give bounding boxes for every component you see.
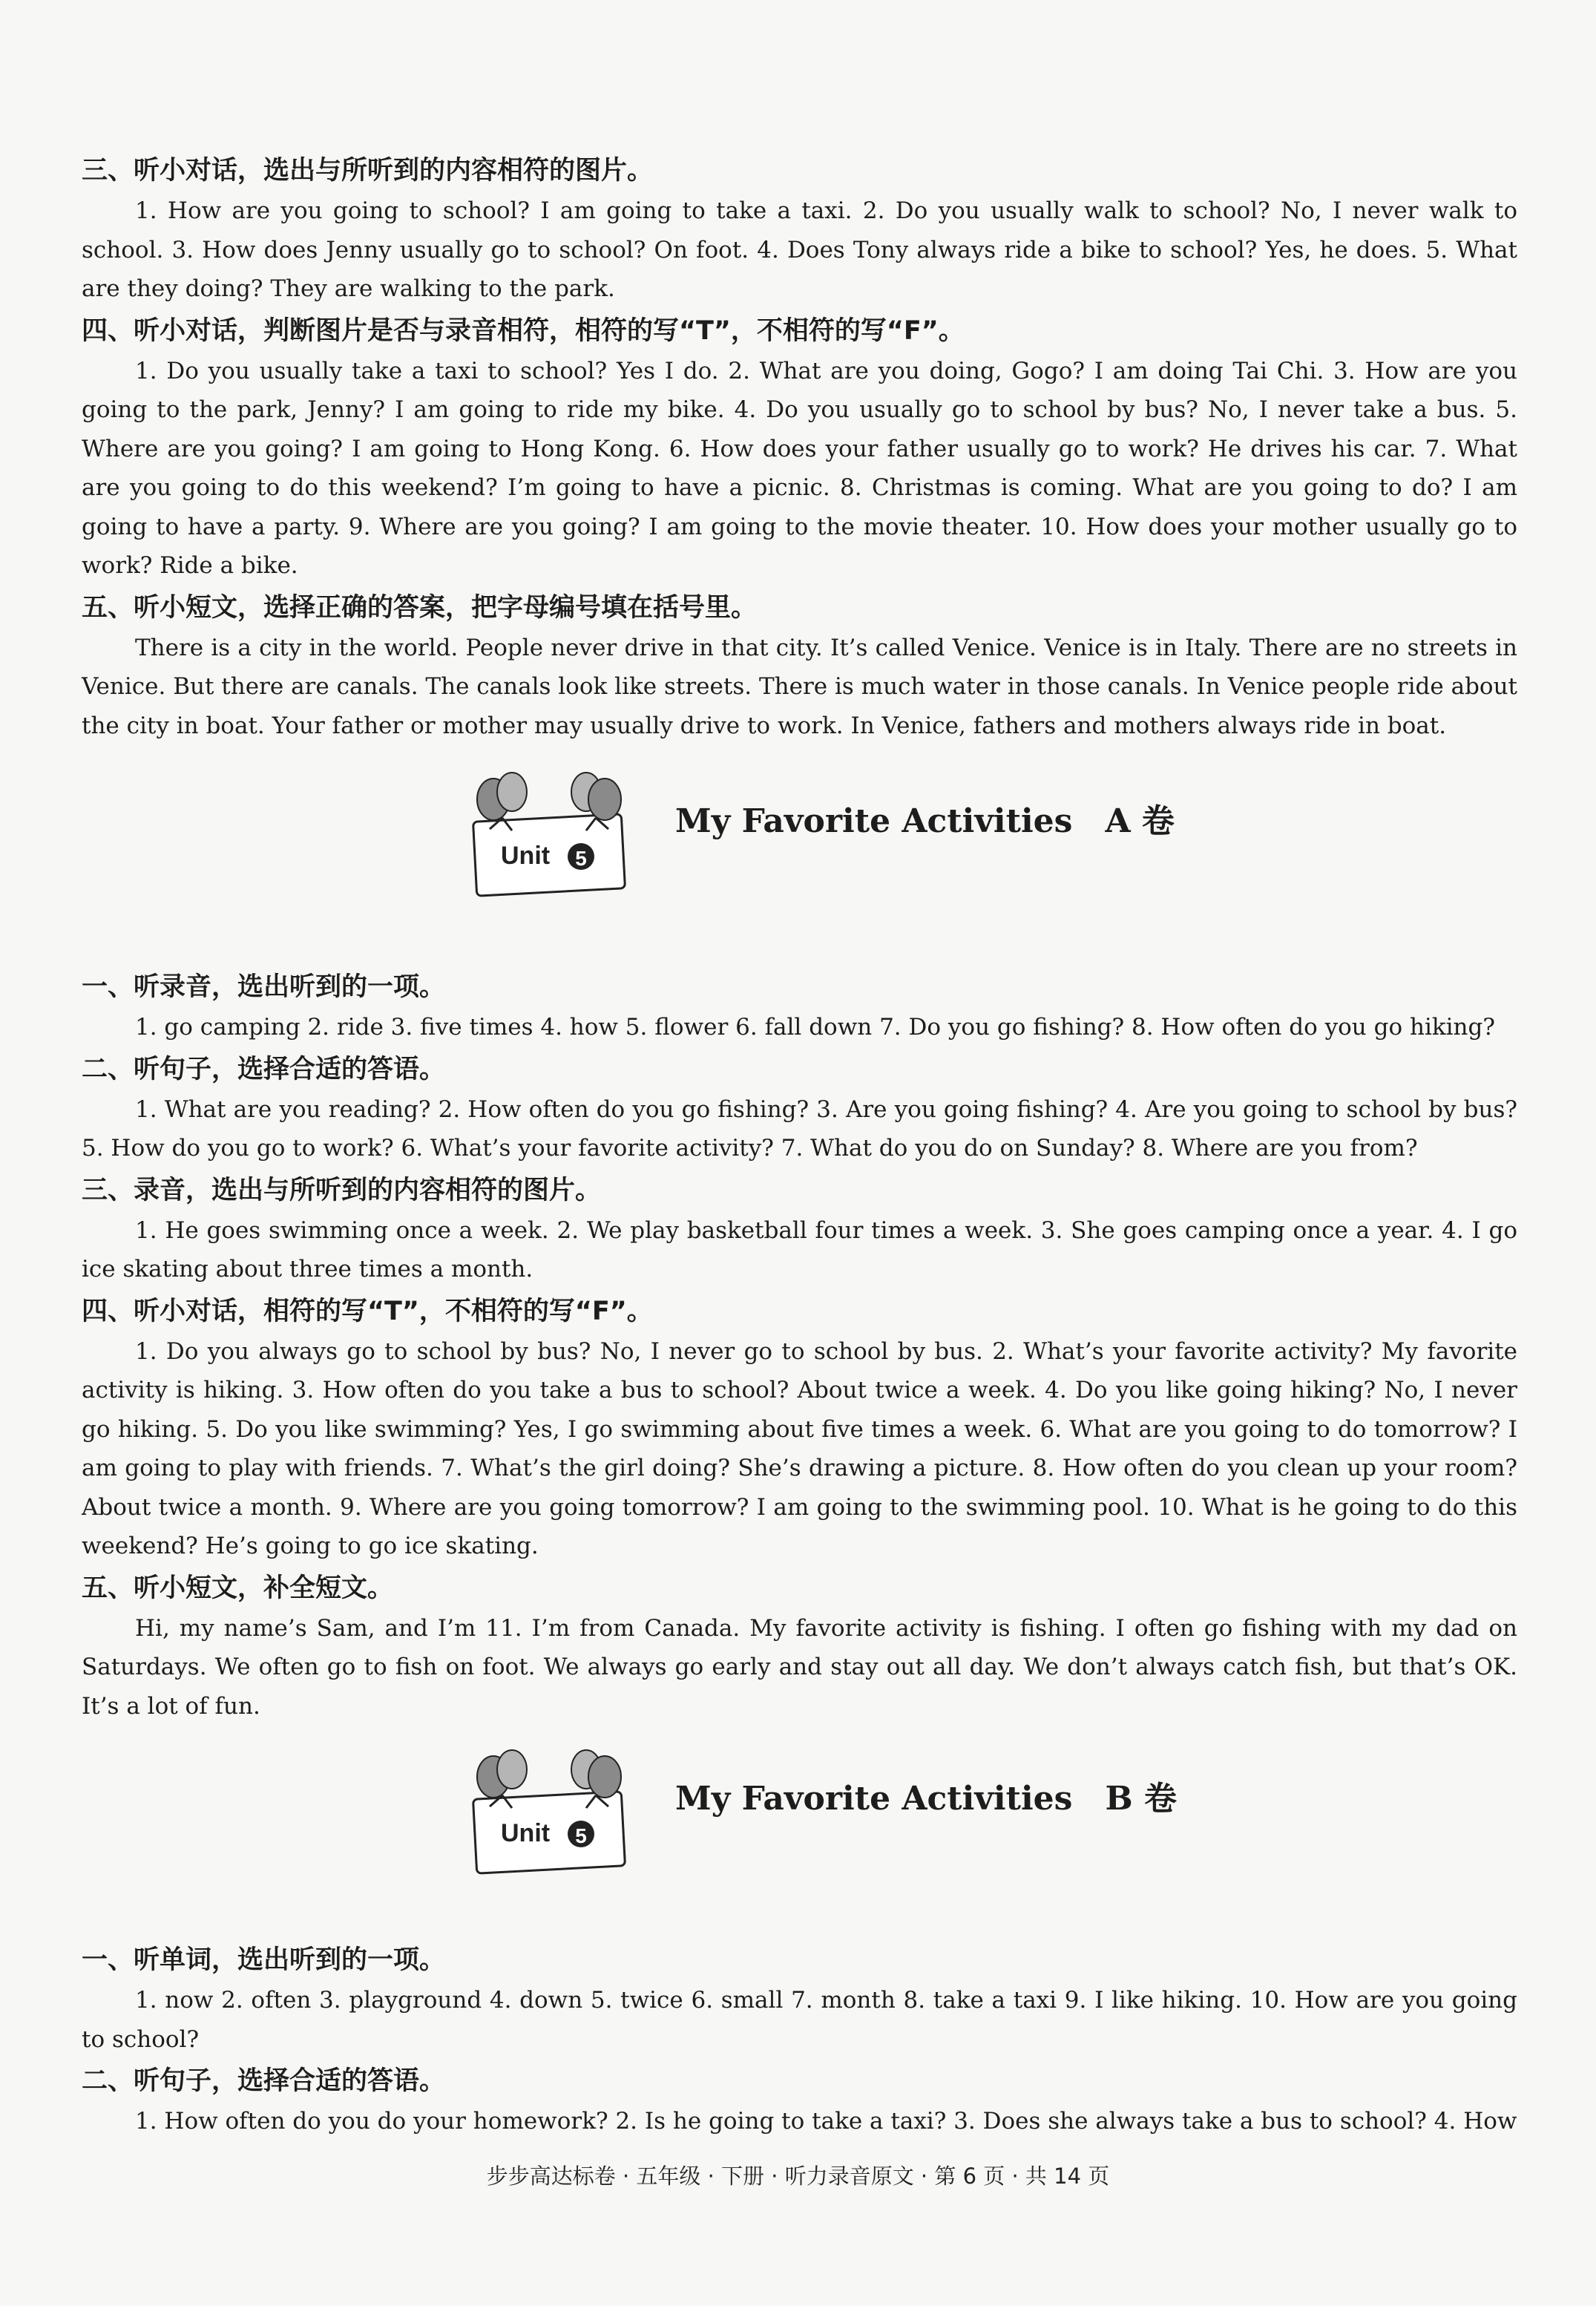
unit-badge-label: Unit	[501, 842, 551, 870]
unit-badge-icon	[460, 759, 646, 907]
unit-banner-a	[82, 759, 1517, 937]
section-heading: 五、听小短文，选择正确的答案，把字母编号填在括号里。	[82, 592, 758, 623]
unit-volume: B 卷	[1105, 1780, 1177, 1818]
section-heading: 一、听录音，选出听到的一项。	[82, 972, 446, 1002]
section-heading: 一、听单词，选出听到的一项。	[82, 1945, 446, 1975]
section-text: Hi, my name’s Sam, and I’m 11. I’m from Canada. My favorite activity is fishing. I often go fishing with my dad on Saturdays. We often go to fish on foot. We always go early and stay out all day. We don’t always catch fish, but that’s OK. It’s a lot of fun.	[82, 1614, 1517, 1720]
page-content	[82, 148, 1517, 2141]
unit-title-text: My Favorite Activities	[675, 802, 1073, 840]
section-heading: 四、听小对话，判断图片是否与录音相符，相符的写“T”，不相符的写“F”。	[82, 315, 965, 346]
section-heading: 五、听小短文，补全短文。	[82, 1573, 394, 1603]
unit-banner-b	[82, 1736, 1517, 1914]
unit-badge-label: Unit	[501, 1819, 551, 1847]
section-text: 1. What are you reading? 2. How often do you go fishing? 3. Are you going fishing? 4. Are you going to school by bus? 5. How do you go to work? 6. What’s your favorite activity? 7. What do you do on Sunday? 8. Where are you from?	[82, 1095, 1517, 1162]
unit-title	[675, 794, 1175, 842]
unit-badge-number: 5	[575, 1824, 587, 1847]
section-heading: 三、听小对话，选出与所听到的内容相符的图片。	[82, 156, 654, 186]
unit-volume: A 卷	[1105, 802, 1175, 840]
section-text: There is a city in the world. People never drive in that city. It’s called Venice. Venice is in Italy. There are no streets in Venice. But there are canals. The canals look like streets. There is much water in those canals. In Venice people ride about the city in boat. Your father or mother may usually drive to work. In Venice, fathers and mothers always ride in boat.	[82, 634, 1517, 739]
unit-title-text: My Favorite Activities	[675, 1780, 1073, 1818]
section-text: 1. He goes swimming once a week. 2. We play basketball four times a week. 3. She goes camping once a year. 4. I go ice skating about three times a month.	[82, 1216, 1517, 1283]
section-text: 1. now 2. often 3. playground 4. down 5. twice 6. small 7. month 8. take a taxi 9. I like hiking. 10. How are you going to school?	[82, 1987, 1517, 2053]
section-heading: 二、听句子，选择合适的答语。	[82, 1054, 446, 1084]
section-heading: 三、录音，选出与所听到的内容相符的图片。	[82, 1175, 602, 1205]
unit-badge-number: 5	[575, 847, 587, 870]
section-heading: 四、听小对话，相符的写“T”，不相符的写“F”。	[82, 1296, 653, 1326]
section-text: 1. How are you going to school? I am going to take a taxi. 2. Do you usually walk to school? No, I never walk to school. 3. How does Jenny usually go to school? On foot. 4. Does Tony always ride a bike to school? Yes, he does. 5. What are they doing? They are walking to the park.	[82, 197, 1517, 302]
section-text: 1. go camping 2. ride 3. five times 4. how 5. flower 6. fall down 7. Do you go fishing? 8. How often do you go hiking?	[135, 1014, 1495, 1041]
section-text: 1. Do you usually take a taxi to school? Yes I do. 2. What are you doing, Gogo? I am doing Tai Chi. 3. How are you going to the park, Jenny? I am going to ride my bike. 4. Do you usually go to school by bus? No, I never take a bus. 5. Where are you going? I am going to Hong Kong. 6. How does your father usually go to work? He drives his car. 7. What are you going to do this weekend? I’m going to have a picnic. 8. Christmas is coming. What are you going to do? I am going to have a party. 9. Where are you going? I am going to the movie theater. 10. How does your mother usually go to work? Ride a bike.	[82, 357, 1517, 579]
section-text: 1. Do you always go to school by bus? No, I never go to school by bus. 2. What’s your favorite activity? My favorite activity is hiking. 3. How often do you take a bus to school? About twice a week. 4. Do you like going hiking? No, I never go hiking. 5. Do you like swimming? Yes, I go swimming about five times a week. 6. What are you going to do tomorrow? I am going to play with friends. 7. What’s the girl doing? She’s drawing a picture. 8. How often do you clean up your room? About twice a month. 9. Where are you going tomorrow? I am going to the swimming pool. 10. What is he going to do this weekend? He’s going to go ice skating.	[82, 1337, 1517, 1559]
unit-title	[675, 1772, 1177, 1819]
unit-badge-icon	[460, 1736, 646, 1884]
section-heading: 二、听句子，选择合适的答语。	[82, 2066, 446, 2096]
section-text: 1. How often do you do your homework? 2. Is he going to take a taxi? 3. Does she always take a bus to school? 4. How	[135, 2108, 1517, 2135]
page-footer: 步步高达标卷 · 五年级 · 下册 · 听力录音原文 · 第 6 页 · 共 14 页	[486, 2163, 1110, 2189]
